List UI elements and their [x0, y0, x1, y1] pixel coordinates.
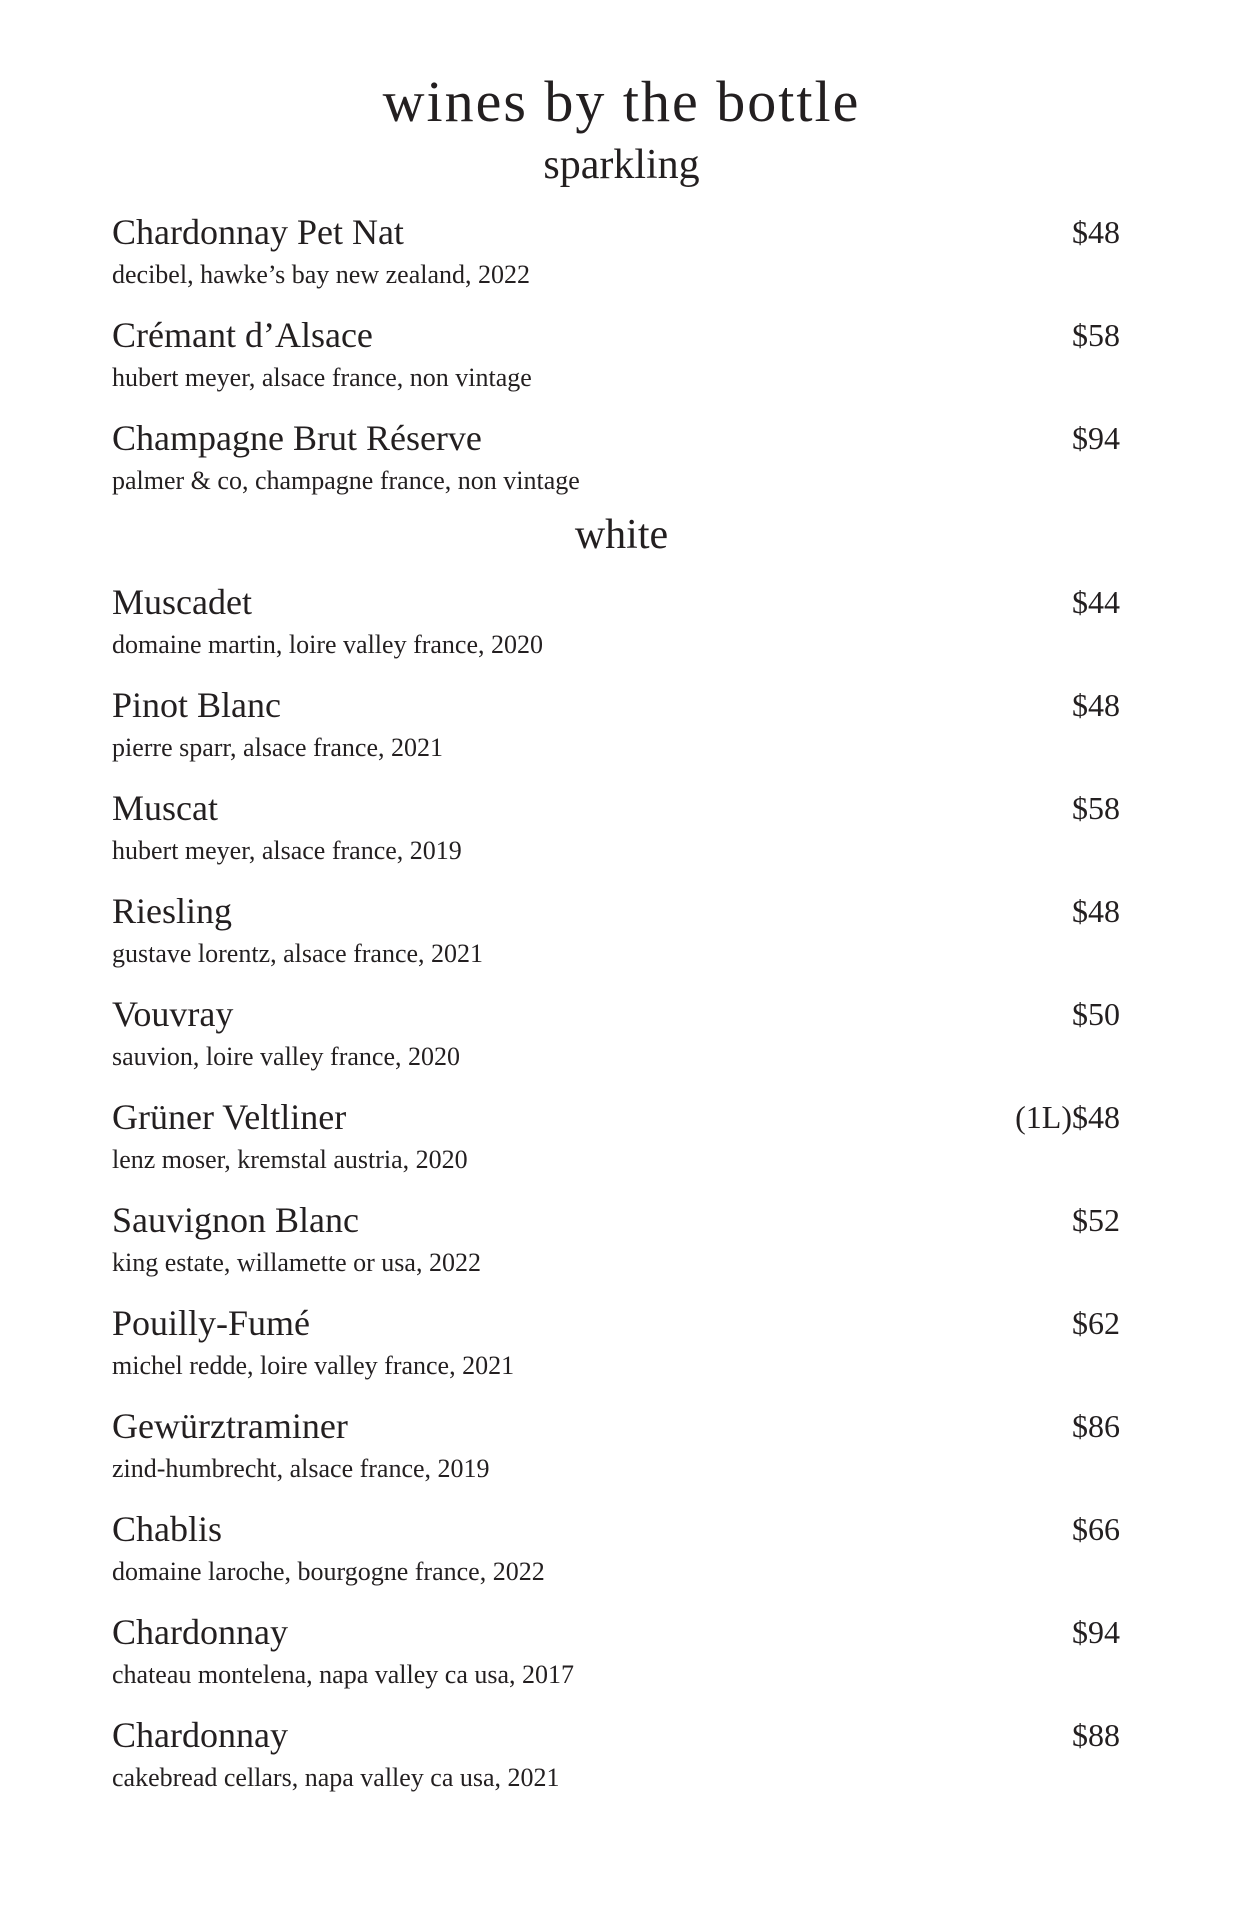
wine-description: lenz moser, kremstal austria, 2020: [112, 1145, 468, 1174]
wine-name: Muscadet: [112, 582, 252, 622]
wine-item: [112, 313, 1120, 403]
wine-description: michel redde, loire valley france, 2021: [112, 1351, 515, 1380]
wine-description: cakebread cellars, napa valley ca usa, 2021: [112, 1763, 560, 1792]
wine-price: $58: [1072, 790, 1120, 826]
wine-item: [112, 1610, 1120, 1700]
wine-price: $88: [1072, 1717, 1120, 1753]
wine-name: Vouvray: [112, 994, 234, 1034]
wine-name: Grüner Veltliner: [112, 1097, 347, 1137]
section-heading-white: white: [574, 512, 669, 558]
wine-item: [112, 1198, 1120, 1288]
wine-item: [112, 1404, 1120, 1494]
wine-item: [112, 1713, 1120, 1803]
wine-description: zind-humbrecht, alsace france, 2019: [112, 1454, 490, 1483]
wine-item: [112, 1095, 1120, 1185]
wine-price: $86: [1072, 1408, 1120, 1444]
wine-description: domaine laroche, bourgogne france, 2022: [112, 1557, 545, 1586]
wine-item: [112, 786, 1120, 876]
wine-description: pierre sparr, alsace france, 2021: [112, 733, 443, 762]
wine-price: $58: [1072, 317, 1120, 353]
wine-name: Pinot Blanc: [112, 685, 281, 725]
wine-item: [112, 1301, 1120, 1391]
wine-price: $94: [1072, 1614, 1120, 1650]
wine-name: Chardonnay: [112, 1612, 288, 1652]
wine-name: Gewürztraminer: [112, 1406, 348, 1446]
wine-description: gustave lorentz, alsace france, 2021: [112, 939, 484, 968]
wine-item: [112, 889, 1120, 979]
wine-price: $52: [1072, 1202, 1120, 1238]
wine-description: king estate, willamette or usa, 2022: [112, 1248, 481, 1277]
wine-description: palmer & co, champagne france, non vintage: [112, 466, 580, 495]
wine-name: Chablis: [112, 1509, 223, 1549]
section-heading-sparkling: sparkling: [543, 142, 700, 188]
wine-name: Chardonnay Pet Nat: [112, 212, 404, 252]
wine-name: Pouilly-Fumé: [112, 1303, 311, 1343]
wine-description: hubert meyer, alsace france, non vintage: [112, 363, 532, 392]
wine-item: [112, 992, 1120, 1082]
wine-item: [112, 683, 1120, 773]
wine-price: $48: [1072, 214, 1120, 250]
wine-price: $62: [1072, 1305, 1120, 1341]
wine-name: Sauvignon Blanc: [112, 1200, 359, 1240]
wine-item: [112, 580, 1120, 670]
wine-description: hubert meyer, alsace france, 2019: [112, 836, 462, 865]
wine-price: (1L)$48: [1015, 1099, 1120, 1135]
wine-description: chateau montelena, napa valley ca usa, 2017: [112, 1660, 575, 1689]
wine-price: $44: [1072, 584, 1120, 620]
wine-name: Riesling: [112, 891, 233, 931]
wine-item: [112, 1507, 1120, 1597]
wine-description: domaine martin, loire valley france, 2020: [112, 630, 544, 659]
wine-name: Chardonnay: [112, 1715, 288, 1755]
wine-description: sauvion, loire valley france, 2020: [112, 1042, 460, 1071]
wine-item: [112, 210, 1120, 300]
page-title: wines by the bottle: [382, 69, 861, 134]
wine-price: $50: [1072, 996, 1120, 1032]
wine-description: decibel, hawke’s bay new zealand, 2022: [112, 260, 531, 289]
wine-price: $94: [1072, 420, 1120, 456]
wine-price: $48: [1072, 893, 1120, 929]
wine-price: $48: [1072, 687, 1120, 723]
wine-name: Muscat: [112, 788, 218, 828]
wine-name: Crémant d’Alsace: [112, 315, 373, 355]
wine-name: Champagne Brut Réserve: [112, 418, 482, 458]
wine-price: $66: [1072, 1511, 1120, 1547]
wine-item: [112, 416, 1120, 506]
